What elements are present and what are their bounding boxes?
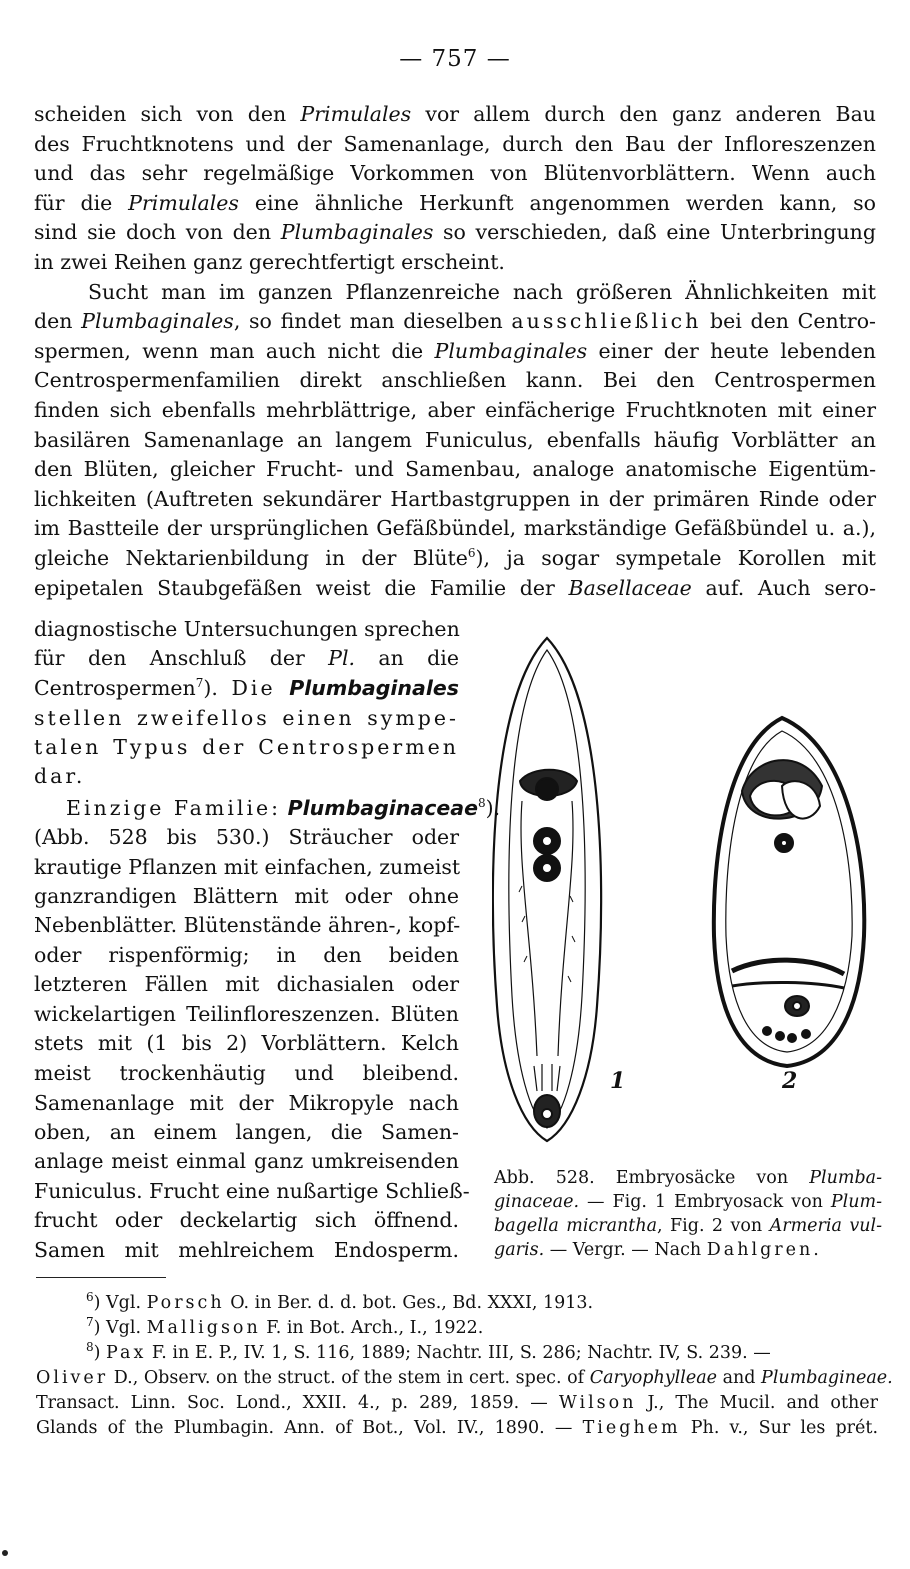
text-segment: im Bastteile der ursprünglichen Gefäßbündel, markständige Gefäßbündel u. a.), (34, 516, 876, 541)
text-segment: ganzrandigen Blättern mit oder ohne (34, 884, 459, 908)
text-segment: so verschieden, daß eine Unterbringung (433, 220, 876, 245)
text-segment: den (34, 309, 82, 334)
fig2-label: 2 (782, 1068, 798, 1094)
text-segment: oder rispenförmig; in den beiden (34, 943, 459, 967)
text-line (34, 911, 459, 941)
text-segment: Porsch (146, 1293, 225, 1313)
text-segment: Glands of the Plumbagin. Ann. of Bot., Vol. IV., 1890. — (36, 1418, 583, 1438)
text-segment: Die (231, 676, 276, 700)
text-segment: O. in Ber. d. d. bot. Ges., Bd. XXXI, 1913. (224, 1293, 594, 1313)
text-segment: lichkeiten (Auftreten sekundärer Hartbastgruppen in der primären Rinde oder (34, 486, 876, 511)
text-segment: — Vergr. — Nach (544, 1240, 707, 1260)
text-line (34, 762, 459, 792)
footnote-line (36, 1366, 893, 1390)
text-segment: Primulales (300, 102, 412, 126)
text-segment: , Fig. 2 von (657, 1216, 770, 1236)
page-number: — 757 — (399, 46, 511, 72)
text-segment (276, 676, 290, 700)
text-segment: 7 (86, 1315, 94, 1330)
text-segment: ). (203, 676, 232, 700)
text-segment: Centrospermen (34, 676, 196, 700)
text-segment: wickelartigen Teilinfloreszenzen. Blüten (34, 1002, 459, 1026)
text-segment: 6 (467, 546, 476, 561)
text-segment: basilären Samenanlage an langem Funiculus, ebenfalls häufig Vorblätter an (34, 427, 876, 452)
text-segment: Pax (106, 1343, 147, 1363)
text-line (34, 1236, 459, 1266)
text-segment: Centrospermenfamilien direkt anschließen kann. Bei den Centrospermen (34, 368, 876, 393)
text-line (34, 455, 876, 485)
text-line (34, 853, 459, 883)
text-line (66, 794, 501, 824)
text-segment: J., The Mucil. and other (636, 1393, 878, 1413)
text-segment: 8 (86, 1340, 94, 1355)
text-segment: garis. (494, 1240, 545, 1260)
text-segment: 7 (195, 676, 204, 691)
text-segment: für den Anschluß der (34, 646, 329, 670)
text-segment: Plumbaginales (434, 338, 588, 363)
caption-line (494, 1214, 882, 1238)
text-segment: (Abb. 528 bis 530.) Sträucher oder (34, 825, 459, 849)
text-line (34, 248, 876, 278)
text-line (34, 882, 459, 912)
text-segment: 6 (86, 1290, 94, 1305)
text-line (34, 396, 876, 426)
text-line (34, 485, 876, 515)
text-segment: F. in E. P., IV. 1, S. 116, 1889; Nachtr. III, S. 286; Nachtr. IV, S. 239. — (146, 1343, 771, 1363)
text-line (34, 941, 459, 971)
text-segment: Einzige Familie: (66, 796, 282, 820)
text-segment: Transact. Linn. Soc. Lond., XXII. 4., p. 289, 1859. — (36, 1393, 559, 1413)
text-segment: Samenanlage mit der Mikropyle nach (34, 1091, 459, 1115)
text-segment: des Fruchtknotens und der Samenanlage, durch den Bau der Infloreszenzen (34, 131, 876, 156)
text-line (34, 544, 876, 574)
text-line (34, 130, 876, 160)
text-line (34, 970, 459, 1000)
text-segment: Pl. (328, 646, 356, 670)
text-segment: , so findet man dieselben (233, 309, 512, 334)
text-segment: bagella micrantha (494, 1216, 658, 1236)
text-segment: Malligson (146, 1318, 261, 1338)
fig1-label: 1 (610, 1068, 626, 1094)
text-segment: dar. (34, 764, 86, 788)
text-segment: F. in Bot. Arch., I., 1922. (260, 1318, 484, 1338)
text-segment: finden sich ebenfalls mehrblättrige, aber einfächerige Fruchtknoten mit einer (34, 398, 876, 422)
text-segment: gleiche Nektarienbildung in der Blüte (34, 546, 468, 570)
text-line (34, 307, 876, 337)
text-segment: Oliver (36, 1368, 109, 1388)
text-segment: ginaceae. (494, 1192, 580, 1212)
text-segment: Basellaceae (568, 575, 692, 600)
text-segment: vor allem durch den ganz anderen Bau (411, 102, 876, 126)
text-segment: ) Vgl. (93, 1318, 147, 1338)
footnote-separator (36, 1277, 166, 1278)
text-segment: eine ähnliche Herkunft angenommen werden kann, so (238, 190, 876, 215)
text-segment: Armeria vul- (769, 1216, 882, 1236)
text-segment: für die (34, 190, 129, 215)
text-line (34, 1000, 459, 1030)
text-segment: oben, an einem langen, die Samen- (34, 1120, 459, 1144)
text-segment: einer der heute lebenden (587, 338, 877, 363)
text-segment: sind sie doch von den (34, 220, 281, 245)
text-line (34, 426, 876, 456)
text-line (34, 514, 876, 544)
text-segment: Ph. v., Sur les prét. (680, 1418, 879, 1438)
text-segment: bei den Centro- (701, 309, 876, 334)
text-line (34, 644, 459, 674)
text-line (34, 1089, 459, 1119)
text-line (34, 1059, 459, 1089)
text-line (34, 189, 876, 219)
text-segment: Plumbaginaceae (287, 796, 479, 820)
embryo-sac-figure (492, 636, 887, 1156)
text-line (34, 337, 876, 367)
text-segment: spermen, wenn man auch nicht die (34, 338, 435, 363)
text-segment: talen Typus der Centrospermen (34, 735, 459, 759)
text-segment: ) (93, 1343, 107, 1363)
text-line (34, 100, 876, 130)
text-segment: auf. Auch sero- (691, 575, 877, 600)
text-segment: Plumbaginales (289, 676, 459, 700)
text-segment: . (813, 1240, 819, 1260)
text-segment: Caryophylleae (589, 1368, 717, 1388)
text-segment: stellen zweifellos einen sympe- (34, 706, 459, 730)
text-segment: krautige Pflanzen mit einfachen, zumeist (34, 855, 461, 879)
text-segment: anlage meist einmal ganz umkreisenden (34, 1149, 459, 1173)
text-segment: Tieghem (582, 1418, 681, 1438)
text-segment: ) Vgl. (93, 1293, 147, 1313)
footnote-line (86, 1291, 593, 1315)
caption-line (494, 1238, 882, 1262)
text-segment: letzteren Fällen mit dichasialen oder (34, 972, 459, 996)
scan-speck (2, 1550, 8, 1556)
fig2-embryo-sac-drawing (714, 718, 864, 1066)
text-segment: Sucht man im ganzen Pflanzenreiche nach größeren Ähnlichkeiten mit (88, 279, 876, 304)
footnote-line (36, 1416, 878, 1440)
text-segment: — Fig. 1 Embryosack von (579, 1192, 831, 1212)
text-segment: Primulales (128, 190, 239, 215)
figure-caption (494, 1166, 882, 1262)
footnote-line (86, 1341, 771, 1365)
text-line (34, 733, 459, 763)
text-segment: Funiculus. Frucht eine nußartige Schließ- (34, 1179, 470, 1203)
text-line (34, 574, 876, 604)
text-segment: ), ja sogar sympetale Korollen mit (475, 546, 876, 570)
text-segment: scheiden sich von den (34, 102, 301, 126)
caption-line (494, 1166, 882, 1190)
text-line (34, 704, 459, 734)
text-line (34, 615, 459, 645)
text-segment: den Blüten, gleicher Frucht- und Samenbau, analoge anatomische Eigentüm- (34, 457, 876, 482)
footnote-line (86, 1316, 483, 1340)
text-segment: Plumbagineae. (761, 1368, 893, 1388)
text-line (34, 366, 876, 396)
text-line (34, 823, 459, 853)
text-segment: Plumbaginales (81, 309, 234, 334)
text-segment: meist trockenhäutig und bleibend. (34, 1061, 459, 1085)
text-line (88, 278, 876, 308)
text-segment: Wilson (558, 1393, 637, 1413)
text-line (34, 1118, 459, 1148)
text-segment: und das sehr regelmäßige Vorkommen von Blütenvorblättern. Wenn auch (34, 161, 876, 186)
text-segment: frucht oder deckelartig sich öffnend. (34, 1208, 459, 1232)
text-segment: ausschließlich (511, 309, 702, 334)
text-segment: ). (485, 796, 501, 820)
footnote-line (36, 1391, 878, 1415)
text-segment: an die (355, 646, 459, 670)
text-segment: Plumba- (809, 1168, 882, 1188)
text-segment: D., Observ. on the struct. of the stem in cert. spec. of (108, 1368, 590, 1388)
text-segment: 8 (478, 796, 486, 811)
text-segment: and (717, 1368, 762, 1388)
caption-line (494, 1190, 882, 1214)
text-segment: diagnostische Untersuchungen sprechen (34, 617, 460, 641)
text-segment: in zwei Reihen ganz gerechtfertigt erscheint. (34, 250, 505, 274)
text-segment: stets mit (1 bis 2) Vorblättern. Kelch (34, 1031, 459, 1055)
text-line (34, 1206, 459, 1236)
text-line (34, 1177, 470, 1207)
text-segment: Plumbaginales (280, 220, 434, 245)
text-segment: Dahlgren (706, 1240, 814, 1260)
text-segment: epipetalen Staubgefäßen weist die Familie der (34, 575, 569, 600)
text-segment: Samen mit mehlreichem Endosperm. (34, 1238, 459, 1262)
text-line (34, 218, 876, 248)
text-segment: Abb. 528. Embryosäcke von (494, 1168, 810, 1188)
text-line (34, 1147, 459, 1177)
text-line (34, 1029, 459, 1059)
text-line (34, 674, 459, 704)
text-line (34, 159, 876, 189)
text-segment: Nebenblätter. Blütenstände ähren-, kopf- (34, 913, 461, 937)
text-segment: Plum- (830, 1192, 882, 1212)
fig1-embryo-sac-drawing (493, 638, 601, 1141)
